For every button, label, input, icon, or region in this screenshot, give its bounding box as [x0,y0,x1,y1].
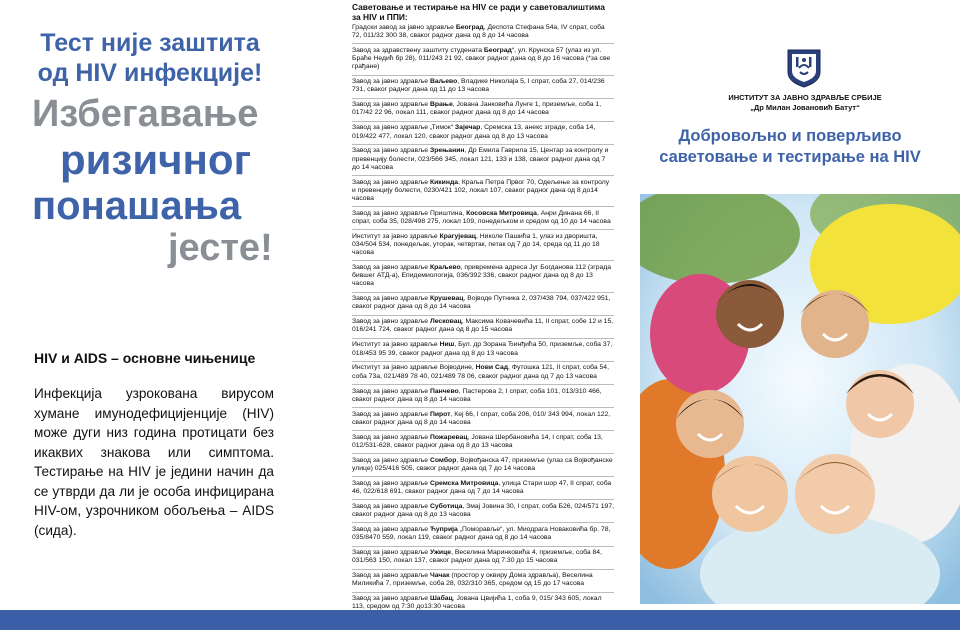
facts-title: HIV и AIDS – основне чињенице [34,350,256,366]
center-entry-details: , Николе Пашића 1, улаз из дворишта, 034/504 534, понедељак, уторак, четвртак, петак од 7 до 14, среда од 11 до 18 часова [352,232,600,257]
center-entry-institution: Завод за јавно здравље [352,101,430,109]
center-entry [352,411,614,431]
center-entry-city: Врање [429,101,453,109]
center-entry-city: Сомбор [429,456,457,464]
center-entry-city: Лесковац [429,318,462,326]
center-entry-details: , Кеј 66, I спрат, соба 206, 010/ 343 994, локал 122, сваког радног дана од 8 до 14 часова [352,410,611,426]
center-entry-details: „Поморавље“, ул. Миодрага Новаковића бр. 78, 035/8470 559, локал 119, сваког радног дана од 8 до 14 часова [352,526,611,542]
heading-line-2: од HIV инфекције! [37,59,263,87]
center-entry [352,78,614,98]
center-entry-city: Панчево [429,387,459,395]
center-entry [352,24,614,44]
center-entry-details: , Бул. др Зорана Ђинђића 50, приземље, соба 37, 018/453 95 39, сваког радног дана од 8 до 13 часова [352,341,613,357]
center-entry-institution: Завод за јавно здравље [352,526,430,534]
center-entry-city: Шабац [429,595,453,603]
center-entry [352,295,614,315]
centers-list-title: Саветовање и тестирање на HIV се ради у саветовалиштима за HIV и ППИ: [352,2,605,22]
heading-line-1: Тест није заштита [40,29,260,57]
center-entry [352,341,614,361]
center-entry-city: Краљево [429,264,461,272]
center-entry-details: , Деспота Стефана 54а, IV спрат, соба 72, 011/32 300 38, сваког радног дана од 8 до 14 часова [352,24,605,40]
institute-subname: „Др Милан Јовановић Батут“ [750,103,860,112]
center-entry-details: , привремена адреса Југ Богданова 112 (зграда бившег АТД-а), Епидемиологија, 036/392 336, сваког радног дана од 8 до 13 часова [352,264,612,288]
center-entry-city: Београд [455,24,484,31]
center-entry-city: Зајечар [454,124,481,132]
center-entry-details: “, ул. Крунска 57 (улаз из ул. Браће Недић бр 28), 011/243 21 92, сваког радног дана од 8 до 16 часова (*за све грађане) [352,47,611,71]
brochure-title-line-2: саветовање и тестирање на HIV [659,148,921,166]
institute-logo-icon [785,48,823,88]
center-entry [352,124,614,144]
center-entry-institution: Завод за јавно здравље [352,295,430,303]
center-entry-details: , улица Стари шор 47, II спрат, соба 46, 022/618 691, сваког радног дана од 7 до 14 часова [352,479,612,495]
center-entry [352,47,614,76]
center-entry-city: Сремска Митровица [429,479,499,487]
center-entry [352,179,614,208]
center-entry [352,526,614,546]
center-entry-city: Београд [483,47,512,55]
center-entry [352,147,614,176]
center-entry [352,503,614,523]
center-entry-details: , Краља Петра Првог 70, Одељење за контролу и превенцију болести, 0230/421 102, локал 107, сваког радног дана од 8 до14 часова [352,178,610,202]
center-entry-institution: Завод за јавно здравље [352,410,430,418]
slogan-line-1: Избегавање [32,93,259,135]
center-entry [352,457,614,477]
centers-list [352,24,614,616]
center-entry-city: Косовска Митровица [466,209,537,217]
center-entry-institution: Завод за јавно здравље [352,318,430,326]
center-entry-details: , Максима Ковачевића 11, II спрат, собе 12 и 15, 016/241 724, сваког радног дана од 8 до 15 часова [352,318,614,334]
center-entry-details: , Веселина Маринковића 4, приземље, соба 84, 031/563 150, локал 137, сваког радног дана од 7:30 до 15 часова [352,549,602,565]
center-entry-institution: Институт за јавно здравље Војводине, [352,364,476,372]
center-entry [352,210,614,230]
center-entry [352,572,614,592]
center-entry [352,549,614,569]
group-photo-image [640,194,960,604]
center-entry-institution: Завод за јавно здравље [352,456,430,464]
center-entry-institution: Завод за јавно здравље [352,264,430,272]
counseling-centers-panel [352,0,614,610]
center-entry [352,364,614,384]
slogan-line-2: ризичног [60,136,252,183]
center-entry-institution: Институт за јавно здравље [352,232,440,240]
institute-name: ИНСТИТУТ ЗА ЈАВНО ЗДРАВЉЕ СРБИЈЕ [728,93,882,102]
center-entry-city: Нови Сад [475,364,509,372]
center-entry-city: Пирот [429,410,451,418]
center-entry-details: (простор у оквиру Дома здравља), Веселина Миликића 7, приземље, соба 28, 032/310 365, средом од 15 до 17 часова [352,572,593,588]
center-entry-details: , Футошка 121, II спрат, соба 54, соба 73а, 021/489 78 40, 021/489 78 06, сваког радног дана од 7 до 13 часова [352,364,609,380]
center-entry-details: , Јована Шербановића 14, I спрат, соба 13, 012/531-628, сваког радног дана од 8 до 13 часова [352,433,603,449]
center-entry-details: , Јована Цвијића 1, соба 9, 015/ 343 605, локал 113, средом од 7:30 до13:30 часова [352,595,602,611]
center-entry [352,264,614,293]
center-entry [352,434,614,454]
brochure-title [640,126,940,168]
center-entry [352,388,614,408]
center-entry-institution: Завод за јавно здравље Приштина, [352,209,467,217]
center-entry-city: Пожаревац [429,433,468,441]
center-entry-city: Зрењанин [429,147,465,155]
center-entry-details: , Војводе Путника 2, 037/438 794, 037/422 951, сваког радног дана од 8 до 14 часова [352,295,611,311]
center-entry-city: Ваљево [429,78,458,86]
center-entry-details: , Јована Јанковића Лунге 1, приземље, соба 1, 017/42 22 96, локал 111, сваког радног дана од 8 до 14 часова [352,101,602,117]
brochure-title-line-1: Добровољно и поверљиво [678,127,902,145]
center-entry-institution: Завод за јавно здравље „Тимок“ [352,124,455,132]
left-panel [0,0,300,610]
center-entry-city: Чачак [429,572,450,580]
center-entry-institution: Завод за здравствену заштиту студената [352,47,484,55]
center-entry [352,318,614,338]
facts-text: Инфекција узрокована вирусом хумане имунодефицијенције (HIV) може дуги низ година протицати без икаквих знакова или симптома. Тестирање на HIV је једини начин да се утврди да ли је особа инфицирана HIV-ом, узрочником обољења – AIDS (сида). [34,386,274,538]
center-entry-details: , Змај Јовина 30, I спрат, соба Б26, 024/571 197, сваког радног дана од 8 до 13 часова [352,502,615,519]
center-entry-institution: Завод за јавно здравље [352,387,430,395]
center-entry-city: Кикинда [429,178,459,186]
center-entry-institution: Завод за јавно здравље [352,78,430,86]
center-entry-institution: Завод за јавно здравље [352,549,430,557]
center-entry-institution: Завод за јавно здравље [352,479,430,487]
center-entry-details: , Пастерова 2, I спрат, соба 101, 013/310 466, сваког радног дана од 8 до 14 часова [352,387,602,403]
center-entry-institution: Градски завод за јавно здравље [352,24,456,31]
center-entry-institution: Завод за јавно здравље [352,572,430,580]
center-entry-city: Суботица [429,502,463,510]
slogan-line-4: јесте! [168,227,273,269]
center-entry-city: Ћуприја [429,526,458,534]
center-entry-institution: Завод за јавно здравље [352,178,430,186]
center-entry [352,101,614,121]
center-entry-city: Крушевац [429,295,464,303]
footer-bar [0,610,960,630]
center-entry-details: , Сремска 13, анекс зграде, соба 14, 019/422 477, локал 120, сваког радног дана од 8 до 13 часова [352,124,596,140]
center-entry-institution: Завод за јавно здравље [352,433,430,441]
center-entry-institution: Завод за јавно здравље [352,502,430,510]
center-entry-city: Ужице [429,549,452,557]
center-entry [352,480,614,500]
center-entry-city: Ниш [439,341,455,349]
center-entry-institution: Завод за јавно здравље [352,595,430,603]
center-entry-details: , Анри Динана 66, II спрат, соба 35, 028/498 275, локал 109, понедељком и средом од 10 до 14 часова [352,209,611,225]
center-entry-details: , Др Емила Гаврила 15, Центар за контролу и превенцију болести, 023/566 345, локал 121, 133 и 138, сваког радног дана од 7 до 14 часова [352,147,609,171]
center-entry-details: , Војвођанска 47, приземље (улаз са Војвођанске улице) 025/416 505, сваког радног дана од 7 до 14 часова [352,456,613,472]
center-entry-institution: Завод за јавно здравље [352,147,430,155]
center-entry-institution: Институт за јавно здравље [352,341,440,349]
center-entry [352,233,614,262]
slogan-line-3: понашања [32,184,242,228]
center-entry-city: Крагујевац [439,232,476,240]
center-entry-details: , Владике Николаја 5, I спрат, соба 27, 014/236 731, сваког радног дана од 11 до 13 часова [352,78,605,94]
